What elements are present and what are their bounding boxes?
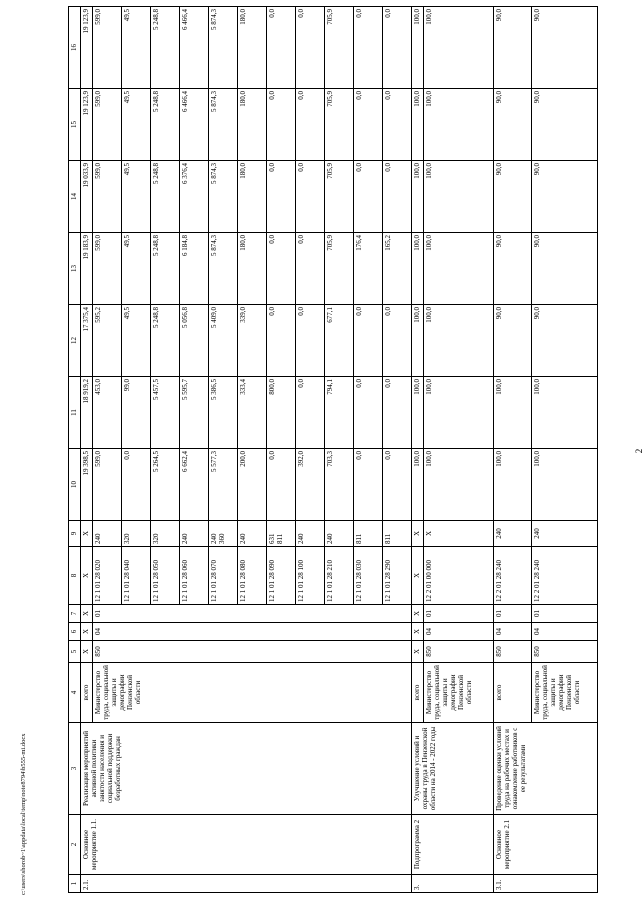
column-number-13: 13 [69, 233, 81, 305]
amount: 5 595,7 [180, 377, 209, 449]
amount: 49,5 [122, 233, 151, 305]
code-csr: 12 2 01 28 240 [494, 547, 532, 605]
amount: 5 874,3 [209, 89, 238, 161]
code-vr: 240 [238, 521, 267, 547]
amount: 703,3 [325, 449, 354, 521]
executor-total: всего [81, 663, 93, 723]
column-number-12: 12 [69, 305, 81, 377]
code-csr: 12 1 01 28 290 [383, 547, 412, 605]
code-csr: 12 2 01 00 000 [424, 547, 494, 605]
code-grbs: 850 [93, 641, 412, 663]
amount: 0,0 [383, 377, 412, 449]
x-mark: X [81, 605, 93, 623]
amount: 0,0 [296, 89, 325, 161]
code-rz: 04 [532, 623, 598, 641]
budget-table [68, 6, 598, 893]
event-name: Основное мероприятие 1.1. [81, 815, 412, 875]
code-vr: 240 [180, 521, 209, 547]
amount: 5 577,3 [209, 449, 238, 521]
amount: 100,0 [412, 89, 424, 161]
x-mark: X [412, 641, 424, 663]
amount: 333,4 [238, 377, 267, 449]
x-mark: X [81, 623, 93, 641]
amount: 599,0 [93, 89, 122, 161]
amount: 100,0 [424, 449, 494, 521]
code-csr: 12 1 01 28 030 [354, 547, 383, 605]
amount: 0,0 [267, 233, 296, 305]
amount: 0,0 [383, 305, 412, 377]
amount: 90,0 [494, 161, 532, 233]
code-vr: 320 [151, 521, 180, 547]
x-mark: X [81, 521, 93, 547]
amount: 90,0 [532, 7, 598, 89]
amount: 180,0 [238, 89, 267, 161]
block3-total-row [494, 7, 532, 893]
amount: 0,0 [354, 305, 383, 377]
amount: 0,0 [354, 89, 383, 161]
amount: 19 123,9 [81, 7, 93, 89]
x-mark: X [412, 521, 424, 547]
amount: 5 874,3 [209, 7, 238, 89]
amount: 0,0 [354, 161, 383, 233]
amount: 5 874,3 [209, 161, 238, 233]
x-mark: X [412, 547, 424, 605]
amount: 0,0 [296, 7, 325, 89]
amount: 794,1 [325, 377, 354, 449]
amount: 0,0 [296, 161, 325, 233]
event-name: Подпрограмма 2 [412, 815, 494, 875]
amount: 5 248,8 [151, 305, 180, 377]
amount: 599,0 [93, 233, 122, 305]
event-title: Улучшение условий и охраны труда в Пензенской области на 2014 - 2022 годы [412, 723, 494, 815]
amount: 705,9 [325, 161, 354, 233]
code-csr: 12 1 01 28 210 [325, 547, 354, 605]
amount: 5 248,8 [151, 7, 180, 89]
amount: 5 056,8 [180, 305, 209, 377]
amount: 100,0 [412, 377, 424, 449]
row-number: 3.1. [494, 875, 598, 893]
amount: 49,5 [122, 305, 151, 377]
code-rz: 04 [93, 623, 412, 641]
amount: 705,9 [325, 89, 354, 161]
amount: 100,0 [532, 449, 598, 521]
code-grbs: 850 [424, 641, 494, 663]
amount: 100,0 [412, 305, 424, 377]
block1-total-row [81, 7, 93, 893]
row-number: 3. [412, 875, 494, 893]
amount: 100,0 [424, 89, 494, 161]
amount: 5 457,5 [151, 377, 180, 449]
column-number-10: 10 [69, 449, 81, 521]
amount: 705,9 [325, 233, 354, 305]
amount: 165,2 [383, 233, 412, 305]
amount: 6 184,8 [180, 233, 209, 305]
amount: 339,0 [238, 305, 267, 377]
column-number-3: 3 [69, 723, 81, 815]
column-number-4: 4 [69, 663, 81, 723]
amount: 0,0 [296, 377, 325, 449]
amount: 100,0 [412, 7, 424, 89]
amount: 180,0 [238, 7, 267, 89]
amount: 5 386,5 [209, 377, 238, 449]
amount: 0,0 [267, 305, 296, 377]
code-csr: 12 1 01 28 100 [296, 547, 325, 605]
amount: 0,0 [267, 7, 296, 89]
amount: 5 409,0 [209, 305, 238, 377]
amount: 49,5 [122, 89, 151, 161]
amount: 6 466,4 [180, 7, 209, 89]
amount: 90,0 [532, 161, 598, 233]
amount: 0,0 [122, 449, 151, 521]
amount: 595,2 [93, 305, 122, 377]
amount: 100,0 [532, 377, 598, 449]
amount: 0,0 [383, 161, 412, 233]
column-number-14: 14 [69, 161, 81, 233]
code-vr: 240 360 [209, 521, 238, 547]
executor-ministry: Министерство труда, социальной защиты и демографии Пензенской области [532, 663, 598, 723]
column-number-8: 8 [69, 547, 81, 605]
code-vr: 631 811 [267, 521, 296, 547]
code-csr: 12 1 01 28 060 [180, 547, 209, 605]
code-csr: 12 1 01 28 090 [267, 547, 296, 605]
code-rz: 04 [424, 623, 494, 641]
amount: 800,0 [267, 377, 296, 449]
amount: 90,0 [494, 305, 532, 377]
amount: 5 248,8 [151, 89, 180, 161]
amount: 19 033,9 [81, 161, 93, 233]
amount: 19 123,9 [81, 89, 93, 161]
amount: 5 264,5 [151, 449, 180, 521]
amount: 100,0 [424, 7, 494, 89]
column-number-16: 16 [69, 7, 81, 89]
amount: 49,5 [122, 7, 151, 89]
page-number: 2 [634, 448, 644, 454]
amount: 100,0 [424, 377, 494, 449]
code-grbs: 850 [494, 641, 532, 663]
amount: 100,0 [424, 305, 494, 377]
column-number-5: 5 [69, 641, 81, 663]
x-mark: X [412, 605, 424, 623]
amount: 90,0 [532, 233, 598, 305]
amount: 18 919,2 [81, 377, 93, 449]
amount: 100,0 [412, 233, 424, 305]
amount: 180,0 [238, 161, 267, 233]
amount: 5 248,8 [151, 233, 180, 305]
code-csr: 12 1 01 28 050 [151, 547, 180, 605]
x-mark: X [81, 547, 93, 605]
amount: 599,0 [93, 7, 122, 89]
amount: 599,0 [93, 161, 122, 233]
executor-ministry: Министерство труда, социальной защиты и демографии Пензенской области [93, 663, 412, 723]
amount: 392,0 [296, 449, 325, 521]
code-pr: 01 [532, 605, 598, 623]
code-pr: 01 [424, 605, 494, 623]
column-number-7: 7 [69, 605, 81, 623]
amount: 19 398,5 [81, 449, 93, 521]
code-vr: 240 [325, 521, 354, 547]
amount: 5 874,3 [209, 233, 238, 305]
code-csr: 12 1 01 28 040 [122, 547, 151, 605]
amount: 0,0 [354, 377, 383, 449]
event-name: Основное мероприятие 2.1 [494, 815, 598, 875]
amount: 100,0 [494, 377, 532, 449]
amount: 100,0 [424, 161, 494, 233]
code-pr: 01 [494, 605, 532, 623]
code-csr: 12 1 01 28 070 [209, 547, 238, 605]
amount: 6 376,4 [180, 161, 209, 233]
amount: 19 183,9 [81, 233, 93, 305]
amount: 90,0 [532, 305, 598, 377]
column-number-6: 6 [69, 623, 81, 641]
amount: 90,0 [494, 7, 532, 89]
amount: 0,0 [267, 89, 296, 161]
amount: 100,0 [412, 161, 424, 233]
amount: 0,0 [383, 89, 412, 161]
amount: 0,0 [267, 449, 296, 521]
amount: 705,9 [325, 7, 354, 89]
amount: 6 662,4 [180, 449, 209, 521]
executor-total: всего [494, 663, 532, 723]
code-vr: 240 [494, 521, 532, 547]
amount: 100,0 [494, 449, 532, 521]
code-vr: 240 [296, 521, 325, 547]
event-title: Реализация мероприятий активной политики занятости населения и социальной поддержки безработных граждан [81, 723, 412, 815]
amount: 100,0 [412, 449, 424, 521]
row-number: 2.1. [81, 875, 412, 893]
amount: 49,5 [122, 161, 151, 233]
column-number-15: 15 [69, 89, 81, 161]
amount: 99,0 [122, 377, 151, 449]
code-rz: 04 [494, 623, 532, 641]
code-csr: 12 1 01 28 080 [238, 547, 267, 605]
code-vr: 320 [122, 521, 151, 547]
event-title: Проведение оценки условий труда на рабочих местах и ознакомление работников с ее результатами [494, 723, 598, 815]
amount: 6 466,4 [180, 89, 209, 161]
amount: 0,0 [267, 161, 296, 233]
amount: 90,0 [494, 89, 532, 161]
amount: 90,0 [494, 233, 532, 305]
amount: 17 375,4 [81, 305, 93, 377]
code-vr: 240 [93, 521, 122, 547]
amount: 599,0 [93, 449, 122, 521]
amount: 453,0 [93, 377, 122, 449]
amount: 0,0 [296, 305, 325, 377]
code-csr: 12 2 01 28 240 [532, 547, 598, 605]
column-number-9: 9 [69, 521, 81, 547]
amount: 0,0 [354, 7, 383, 89]
footer-file-path: c:\users\shorob~1\appdata\local\temp\note8794\b555-mi.docx [20, 733, 27, 895]
code-pr: 01 [93, 605, 412, 623]
x-mark: X [81, 641, 93, 663]
header-row [69, 7, 81, 893]
amount: 0,0 [296, 233, 325, 305]
column-number-11: 11 [69, 377, 81, 449]
amount: 90,0 [532, 89, 598, 161]
amount: 5 248,8 [151, 161, 180, 233]
block2-total-row [412, 7, 424, 893]
table-body [69, 7, 598, 893]
amount: 180,0 [238, 233, 267, 305]
code-grbs: 850 [532, 641, 598, 663]
amount: 0,0 [354, 449, 383, 521]
executor-total: всего [412, 663, 424, 723]
amount: 100,0 [424, 233, 494, 305]
code-vr: 811 [354, 521, 383, 547]
executor-ministry: Министерство труда, социальной защиты и демографии Пензенской области [424, 663, 494, 723]
column-number-1: 1 [69, 875, 81, 893]
code-vr: 811 [383, 521, 412, 547]
column-number-2: 2 [69, 815, 81, 875]
amount: 176,4 [354, 233, 383, 305]
code-csr: 12 1 01 28 020 [93, 547, 122, 605]
amount: 0,0 [383, 7, 412, 89]
x-mark: X [412, 623, 424, 641]
amount: 0,0 [383, 449, 412, 521]
amount: 677,1 [325, 305, 354, 377]
amount: 200,0 [238, 449, 267, 521]
code-vr: X [424, 521, 494, 547]
code-vr: 240 [532, 521, 598, 547]
